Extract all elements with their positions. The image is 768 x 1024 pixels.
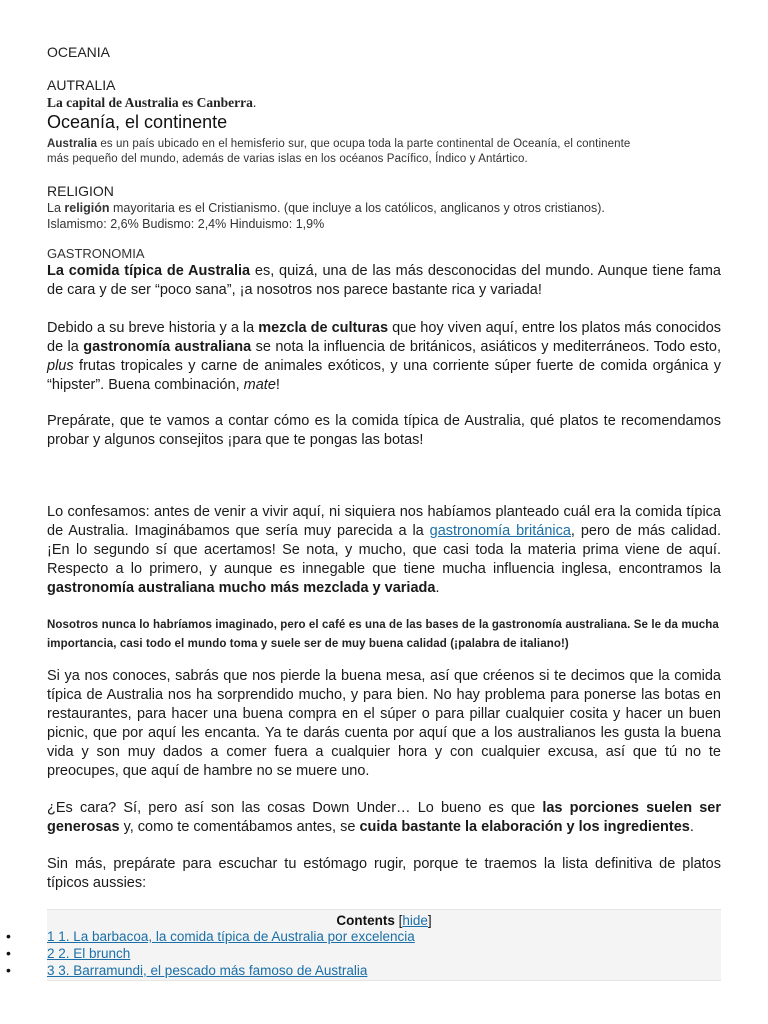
heading-continente: Oceanía, el continente [47, 112, 228, 132]
paragraph-7: Sin más, prepárate para escuchar tu estómago rugir, porque te traemos la lista definitiva de platos típicos aussies: [47, 856, 721, 891]
p4-bold: gastronomía australiana mucho más mezclada y variada [47, 580, 436, 596]
toc-link-barbacoa[interactable]: 1 1. La barbacoa, la comida típica de Australia por excelencia [47, 929, 415, 944]
desc-bold: Australia [47, 138, 98, 150]
p2-e: frutas tropicales y carne de animales exóticos, y una corriente súper fuerte de comida orgánica y “hipster”. Buena combinación, [47, 358, 721, 393]
religion-text [47, 200, 605, 232]
toc-bracket-open: [ [398, 913, 403, 928]
heading-autralia: AUTRALIA [47, 77, 116, 93]
toc-link-barramundi[interactable]: 3 3. Barramundi, el pescado más famoso de Australia [47, 963, 368, 978]
p6-a: ¿Es cara? Sí, pero así son las cosas Down Under… Lo bueno es que [47, 800, 543, 816]
p2-f: ! [275, 377, 280, 393]
desc-line1-text: es un país ubicado en el hemisferio sur, que ocupa toda la parte continental de Oceanía, el continente [97, 138, 631, 150]
p6-bold-1: las porciones suelen ser generosas [47, 800, 721, 835]
heading-oceania: OCEANIA [47, 44, 111, 60]
australia-description [47, 137, 630, 167]
p2-italic-1: plus [47, 358, 74, 374]
p4-b: , pero de más calidad. ¡En lo segundo sí que acertamos! Se nota, y mucho, que casi toda la materia prima viene de aquí. Respecto a lo primero, y aunque es innegable que tiene mucha influencia inglesa, encontramos la [47, 523, 722, 577]
heading-gastronomia: GASTRONOMIA [47, 246, 145, 261]
p1-rest: es, quizá, una de las más desconocidas del mundo. Aunque tiene fama de cara y de ser “poco sana”, ¡a nosotros nos parece bastante rica y variada! [47, 263, 721, 298]
paragraph-5: Si ya nos conoces, sabrás que nos pierde la buena mesa, así que créenos si te decimos que la comida típica de Australia nos ha sorprendido mucho, y para bien. No hay problema para ponerse las botas en restaurantes, para hacer una buena compra en el súper o para pillar cualquier cosita y hacer un buen picnic, que por aquí les encanta. Ya te darás cuenta por aquí que a los australianos les gusta la buena vida y son muy dados a comer fuera a cualquier hora y con cualquier excusa, así que tú no te preocupes, que aquí de hambre no se muere uno. [47, 668, 721, 779]
toc-link-brunch[interactable]: 2 2. El brunch [47, 946, 131, 961]
capital-text: La capital de Australia es Canberra [47, 95, 253, 110]
paragraph-6 [47, 799, 721, 837]
link-gastronomia-britanica[interactable]: gastronomía británica [429, 523, 571, 539]
toc-bracket-close: ] [427, 913, 432, 928]
paragraph-2 [47, 319, 721, 395]
p2-bold-1: mezcla de culturas [258, 320, 389, 336]
bullet-icon: • [6, 945, 11, 961]
toc-item [0, 945, 415, 962]
capital-line [47, 95, 256, 111]
p2-bold-2: gastronomía australiana [83, 339, 252, 355]
toc-hide-link[interactable]: hide [402, 913, 428, 928]
p2-c: que hoy viven aquí, entre los platos más conocidos de la [47, 320, 722, 355]
p6-b: y, como te comentábamos antes, se [119, 819, 360, 835]
coffee-note: Nosotros nunca lo habríamos imaginado, pero el café es una de las bases de la gastronomía australiana. Se le da mucha importancia, casi todo el mundo toma y suele ser de muy buena calidad (¡palabra de italiano!) [47, 619, 719, 650]
p4-c: . [435, 580, 440, 596]
paragraph-4 [47, 503, 721, 598]
paragraph-1 [47, 262, 721, 300]
religion-post: mayoritaria es el Cristianismo. (que incluye a los católicos, anglicanos y otros cristianos). [109, 201, 605, 215]
religion-line-1 [47, 200, 605, 216]
heading-religion: RELIGION [47, 183, 114, 199]
p4-a: Lo confesamos: antes de venir a vivir aquí, ni siquiera nos habíamos planteado cuál era la comida típica de Australia. Imaginábamos que sería muy parecida a la [47, 504, 721, 539]
capital-dot: . [252, 95, 257, 110]
p6-bold-2: cuida bastante la elaboración y los ingredientes [359, 819, 690, 835]
bullet-icon: • [6, 928, 11, 944]
p1-bold: La comida típica de Australia [47, 263, 251, 279]
religion-line-2: Islamismo: 2,6% Budismo: 2,4% Hinduismo: 1,9% [47, 217, 325, 231]
p6-c: . [689, 819, 694, 835]
toc-title: Contents [336, 913, 395, 928]
toc-item [0, 928, 415, 945]
toc-list [0, 928, 415, 979]
p2-italic-2: mate [243, 377, 276, 393]
religion-bold: religión [64, 201, 110, 215]
religion-pre: La [47, 201, 65, 215]
paragraph-3: Prepárate, que te vamos a contar cómo es la comida típica de Australia, qué platos te recomendamos probar y algunos consejitos ¡para que te pongas las botas! [47, 413, 721, 448]
toc-item [0, 962, 415, 979]
desc-line-2: más pequeño del mundo, además de varias islas en los océanos Pacífico, Índico y Antártico. [47, 153, 528, 165]
desc-line-1 [47, 137, 630, 152]
p2-d: se nota la influencia de británicos, asiáticos y mediterráneos. Todo esto, [251, 339, 722, 355]
bullet-icon: • [6, 962, 11, 978]
p2-a: Debido a su breve historia y a la [47, 320, 259, 336]
